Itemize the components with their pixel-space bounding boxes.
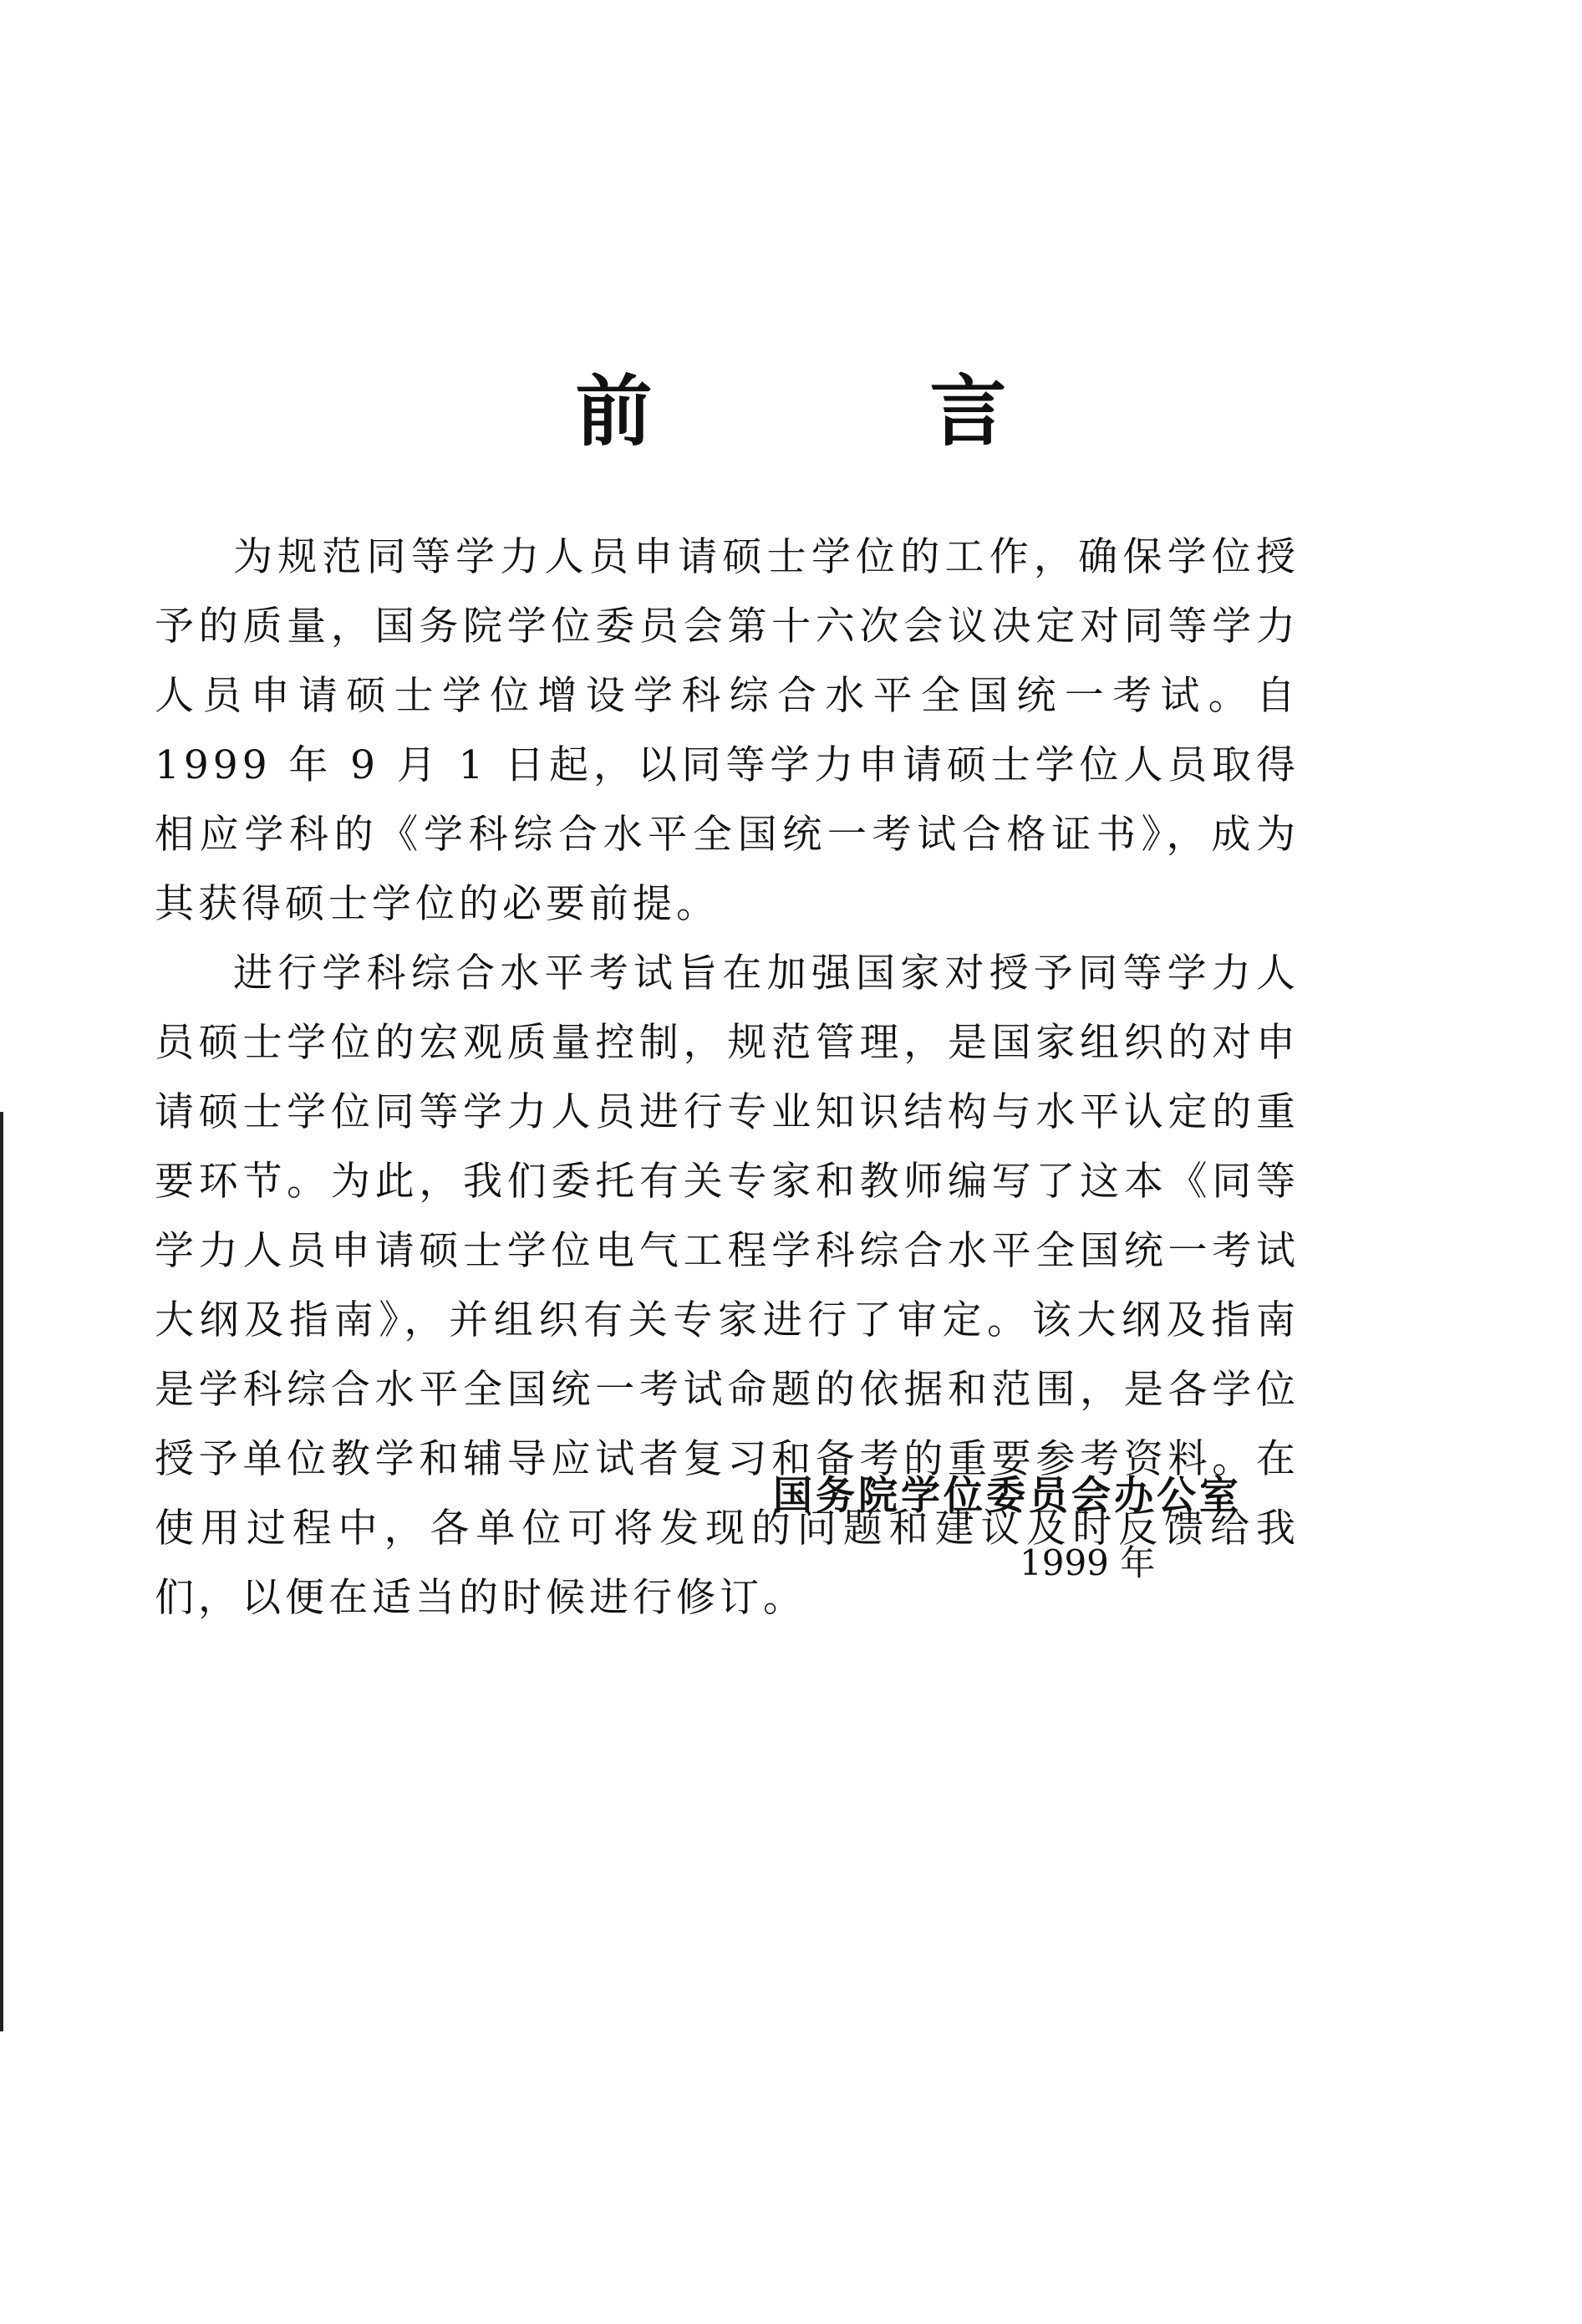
signature-block <box>773 1463 1358 1597</box>
signature-organization: 国务院学位委员会办公室 <box>773 1473 1242 1519</box>
paragraph-1: 为规范同等学力人员申请硕士学位的工作，确保学位授予的质量，国务院学位委员会第十六次会议决定对同等学力人员申请硕士学位增设学科综合水平全国统一考试。自 1999 年 9 月 1 日起，以同等学力申请硕士学位人员取得相应学科的《学科综合水平全国统一考试合格证书》，成为其获得硕士学位的必要前提。 <box>155 534 1300 927</box>
scan-edge-line <box>0 1112 3 2031</box>
signature-year: 1999 年 <box>1020 1542 1156 1583</box>
paragraph-2: 进行学科综合水平考试旨在加强国家对授予同等学力人员硕士学位的宏观质量控制，规范管理，是国家组织的对申请硕士学位同等学力人员进行专业知识结构与水平认定的重要环节。为此，我们委托有关专家和教师编写了这本《同等学力人员申请硕士学位电气工程学科综合水平全国统一考试大纲及指南》，并组织有关专家进行了审定。该大纲及指南是学科综合水平全国统一考试命题的依据和范围，是各学位授予单位教学和辅导应试者复习和备考的重要参考资料。在使用过程中，各单位可将发现的问题和建议及时反馈给我们，以便在适当的时候进行修订。 <box>155 950 1300 1621</box>
page-title: 前 言 <box>575 366 1132 456</box>
